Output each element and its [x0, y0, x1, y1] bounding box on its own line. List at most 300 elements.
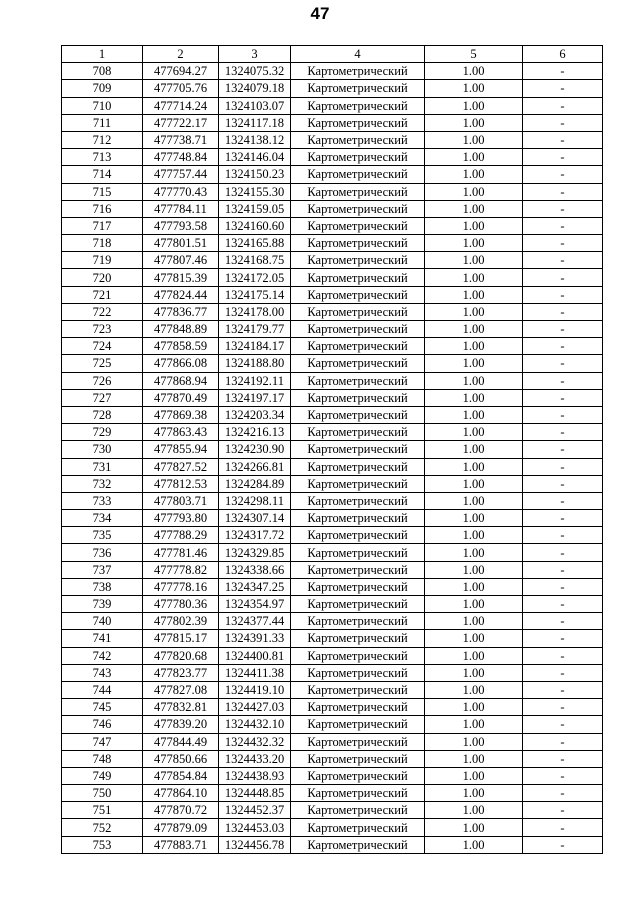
note-cell: - [523, 97, 603, 114]
table-row [62, 217, 603, 234]
table-row [62, 613, 603, 630]
accuracy-cell: 1.00 [425, 217, 523, 234]
table-row [62, 664, 603, 681]
note-cell: - [523, 252, 603, 269]
column-header: 1 [62, 46, 143, 63]
note-cell: - [523, 647, 603, 664]
table-row [62, 424, 603, 441]
note-cell: - [523, 664, 603, 681]
accuracy-cell: 1.00 [425, 819, 523, 836]
y-coordinate-cell: 1324079.18 [219, 80, 291, 97]
point-number-cell: 728 [62, 406, 143, 423]
note-cell: - [523, 166, 603, 183]
y-coordinate-cell: 1324117.18 [219, 114, 291, 131]
method-cell: Картометрический [291, 338, 425, 355]
note-cell: - [523, 630, 603, 647]
y-coordinate-cell: 1324338.66 [219, 561, 291, 578]
y-coordinate-cell: 1324165.88 [219, 235, 291, 252]
table-row [62, 286, 603, 303]
point-number-cell: 738 [62, 578, 143, 595]
y-coordinate-cell: 1324411.38 [219, 664, 291, 681]
y-coordinate-cell: 1324453.03 [219, 819, 291, 836]
point-number-cell: 726 [62, 372, 143, 389]
table-row [62, 561, 603, 578]
note-cell: - [523, 338, 603, 355]
point-number-cell: 714 [62, 166, 143, 183]
note-cell: - [523, 767, 603, 784]
y-coordinate-cell: 1324452.37 [219, 802, 291, 819]
note-cell: - [523, 578, 603, 595]
note-cell: - [523, 286, 603, 303]
note-cell: - [523, 475, 603, 492]
point-number-cell: 734 [62, 510, 143, 527]
y-coordinate-cell: 1324184.17 [219, 338, 291, 355]
y-coordinate-cell: 1324150.23 [219, 166, 291, 183]
y-coordinate-cell: 1324155.30 [219, 183, 291, 200]
x-coordinate-cell: 477820.68 [143, 647, 219, 664]
y-coordinate-cell: 1324317.72 [219, 527, 291, 544]
accuracy-cell: 1.00 [425, 303, 523, 320]
note-cell: - [523, 424, 603, 441]
point-number-cell: 711 [62, 114, 143, 131]
column-header: 4 [291, 46, 425, 63]
table-row [62, 252, 603, 269]
table-row [62, 269, 603, 286]
method-cell: Картометрический [291, 733, 425, 750]
table-row [62, 767, 603, 784]
note-cell: - [523, 492, 603, 509]
y-coordinate-cell: 1324391.33 [219, 630, 291, 647]
point-number-cell: 753 [62, 836, 143, 853]
point-number-cell: 709 [62, 80, 143, 97]
note-cell: - [523, 217, 603, 234]
x-coordinate-cell: 477870.72 [143, 802, 219, 819]
point-number-cell: 747 [62, 733, 143, 750]
y-coordinate-cell: 1324230.90 [219, 441, 291, 458]
note-cell: - [523, 596, 603, 613]
accuracy-cell: 1.00 [425, 321, 523, 338]
x-coordinate-cell: 477864.10 [143, 785, 219, 802]
x-coordinate-cell: 477801.51 [143, 235, 219, 252]
point-number-cell: 743 [62, 664, 143, 681]
point-number-cell: 715 [62, 183, 143, 200]
y-coordinate-cell: 1324456.78 [219, 836, 291, 853]
y-coordinate-cell: 1324427.03 [219, 699, 291, 716]
method-cell: Картометрический [291, 630, 425, 647]
accuracy-cell: 1.00 [425, 80, 523, 97]
note-cell: - [523, 681, 603, 698]
y-coordinate-cell: 1324329.85 [219, 544, 291, 561]
point-number-cell: 745 [62, 699, 143, 716]
x-coordinate-cell: 477812.53 [143, 475, 219, 492]
method-cell: Картометрический [291, 303, 425, 320]
table-row [62, 492, 603, 509]
x-coordinate-cell: 477815.39 [143, 269, 219, 286]
x-coordinate-cell: 477823.77 [143, 664, 219, 681]
y-coordinate-cell: 1324138.12 [219, 131, 291, 148]
method-cell: Картометрический [291, 321, 425, 338]
point-number-cell: 730 [62, 441, 143, 458]
method-cell: Картометрический [291, 596, 425, 613]
note-cell: - [523, 63, 603, 80]
x-coordinate-cell: 477858.59 [143, 338, 219, 355]
note-cell: - [523, 527, 603, 544]
note-cell: - [523, 458, 603, 475]
x-coordinate-cell: 477869.38 [143, 406, 219, 423]
x-coordinate-cell: 477879.09 [143, 819, 219, 836]
y-coordinate-cell: 1324377.44 [219, 613, 291, 630]
point-number-cell: 722 [62, 303, 143, 320]
method-cell: Картометрический [291, 252, 425, 269]
accuracy-cell: 1.00 [425, 149, 523, 166]
accuracy-cell: 1.00 [425, 200, 523, 217]
accuracy-cell: 1.00 [425, 802, 523, 819]
accuracy-cell: 1.00 [425, 647, 523, 664]
point-number-cell: 719 [62, 252, 143, 269]
note-cell: - [523, 235, 603, 252]
coordinates-table [61, 45, 603, 854]
column-header: 3 [219, 46, 291, 63]
table-row [62, 836, 603, 853]
y-coordinate-cell: 1324298.11 [219, 492, 291, 509]
y-coordinate-cell: 1324197.17 [219, 389, 291, 406]
table-row [62, 750, 603, 767]
x-coordinate-cell: 477784.11 [143, 200, 219, 217]
method-cell: Картометрический [291, 441, 425, 458]
accuracy-cell: 1.00 [425, 510, 523, 527]
table-row [62, 355, 603, 372]
method-cell: Картометрический [291, 131, 425, 148]
method-cell: Картометрический [291, 200, 425, 217]
x-coordinate-cell: 477793.80 [143, 510, 219, 527]
point-number-cell: 716 [62, 200, 143, 217]
accuracy-cell: 1.00 [425, 183, 523, 200]
accuracy-cell: 1.00 [425, 561, 523, 578]
table-row [62, 647, 603, 664]
accuracy-cell: 1.00 [425, 785, 523, 802]
point-number-cell: 746 [62, 716, 143, 733]
table-row [62, 819, 603, 836]
x-coordinate-cell: 477738.71 [143, 131, 219, 148]
column-header: 5 [425, 46, 523, 63]
note-cell: - [523, 149, 603, 166]
y-coordinate-cell: 1324175.14 [219, 286, 291, 303]
y-coordinate-cell: 1324432.10 [219, 716, 291, 733]
accuracy-cell: 1.00 [425, 716, 523, 733]
table-row [62, 578, 603, 595]
point-number-cell: 740 [62, 613, 143, 630]
accuracy-cell: 1.00 [425, 767, 523, 784]
note-cell: - [523, 80, 603, 97]
point-number-cell: 742 [62, 647, 143, 664]
point-number-cell: 736 [62, 544, 143, 561]
accuracy-cell: 1.00 [425, 527, 523, 544]
method-cell: Картометрический [291, 716, 425, 733]
table-row [62, 131, 603, 148]
method-cell: Картометрический [291, 406, 425, 423]
accuracy-cell: 1.00 [425, 492, 523, 509]
method-cell: Картометрический [291, 235, 425, 252]
y-coordinate-cell: 1324192.11 [219, 372, 291, 389]
method-cell: Картометрический [291, 355, 425, 372]
x-coordinate-cell: 477793.58 [143, 217, 219, 234]
accuracy-cell: 1.00 [425, 836, 523, 853]
y-coordinate-cell: 1324284.89 [219, 475, 291, 492]
note-cell: - [523, 819, 603, 836]
point-number-cell: 720 [62, 269, 143, 286]
table-row [62, 80, 603, 97]
method-cell: Картометрический [291, 475, 425, 492]
x-coordinate-cell: 477848.89 [143, 321, 219, 338]
method-cell: Картометрический [291, 578, 425, 595]
method-cell: Картометрический [291, 750, 425, 767]
y-coordinate-cell: 1324172.05 [219, 269, 291, 286]
y-coordinate-cell: 1324432.32 [219, 733, 291, 750]
table-row [62, 681, 603, 698]
method-cell: Картометрический [291, 681, 425, 698]
table-row [62, 321, 603, 338]
x-coordinate-cell: 477839.20 [143, 716, 219, 733]
y-coordinate-cell: 1324179.77 [219, 321, 291, 338]
method-cell: Картометрический [291, 699, 425, 716]
note-cell: - [523, 114, 603, 131]
table-row [62, 114, 603, 131]
accuracy-cell: 1.00 [425, 681, 523, 698]
y-coordinate-cell: 1324307.14 [219, 510, 291, 527]
point-number-cell: 727 [62, 389, 143, 406]
note-cell: - [523, 355, 603, 372]
point-number-cell: 732 [62, 475, 143, 492]
point-number-cell: 748 [62, 750, 143, 767]
accuracy-cell: 1.00 [425, 235, 523, 252]
x-coordinate-cell: 477705.76 [143, 80, 219, 97]
point-number-cell: 724 [62, 338, 143, 355]
note-cell: - [523, 372, 603, 389]
method-cell: Картометрический [291, 166, 425, 183]
method-cell: Картометрический [291, 97, 425, 114]
point-number-cell: 735 [62, 527, 143, 544]
note-cell: - [523, 131, 603, 148]
column-header: 2 [143, 46, 219, 63]
y-coordinate-cell: 1324168.75 [219, 252, 291, 269]
table-body [62, 63, 603, 854]
x-coordinate-cell: 477802.39 [143, 613, 219, 630]
x-coordinate-cell: 477863.43 [143, 424, 219, 441]
table-row [62, 441, 603, 458]
table-row [62, 235, 603, 252]
table-row [62, 149, 603, 166]
note-cell: - [523, 269, 603, 286]
point-number-cell: 749 [62, 767, 143, 784]
note-cell: - [523, 183, 603, 200]
accuracy-cell: 1.00 [425, 544, 523, 561]
point-number-cell: 729 [62, 424, 143, 441]
table-row [62, 338, 603, 355]
x-coordinate-cell: 477780.36 [143, 596, 219, 613]
accuracy-cell: 1.00 [425, 750, 523, 767]
table-header-row [62, 46, 603, 63]
point-number-cell: 750 [62, 785, 143, 802]
x-coordinate-cell: 477827.52 [143, 458, 219, 475]
page-number: 47 [310, 4, 330, 23]
y-coordinate-cell: 1324160.60 [219, 217, 291, 234]
x-coordinate-cell: 477722.17 [143, 114, 219, 131]
accuracy-cell: 1.00 [425, 252, 523, 269]
method-cell: Картометрический [291, 63, 425, 80]
note-cell: - [523, 303, 603, 320]
method-cell: Картометрический [291, 286, 425, 303]
x-coordinate-cell: 477827.08 [143, 681, 219, 698]
accuracy-cell: 1.00 [425, 613, 523, 630]
table-row [62, 372, 603, 389]
x-coordinate-cell: 477807.46 [143, 252, 219, 269]
table-row [62, 630, 603, 647]
x-coordinate-cell: 477694.27 [143, 63, 219, 80]
x-coordinate-cell: 477788.29 [143, 527, 219, 544]
method-cell: Картометрический [291, 114, 425, 131]
note-cell: - [523, 750, 603, 767]
accuracy-cell: 1.00 [425, 578, 523, 595]
accuracy-cell: 1.00 [425, 733, 523, 750]
x-coordinate-cell: 477832.81 [143, 699, 219, 716]
y-coordinate-cell: 1324203.34 [219, 406, 291, 423]
accuracy-cell: 1.00 [425, 338, 523, 355]
point-number-cell: 741 [62, 630, 143, 647]
y-coordinate-cell: 1324433.20 [219, 750, 291, 767]
method-cell: Картометрический [291, 269, 425, 286]
table-row [62, 97, 603, 114]
x-coordinate-cell: 477866.08 [143, 355, 219, 372]
y-coordinate-cell: 1324266.81 [219, 458, 291, 475]
accuracy-cell: 1.00 [425, 355, 523, 372]
accuracy-cell: 1.00 [425, 131, 523, 148]
method-cell: Картометрический [291, 802, 425, 819]
note-cell: - [523, 510, 603, 527]
point-number-cell: 731 [62, 458, 143, 475]
note-cell: - [523, 321, 603, 338]
table-row [62, 544, 603, 561]
note-cell: - [523, 544, 603, 561]
table-row [62, 802, 603, 819]
accuracy-cell: 1.00 [425, 63, 523, 80]
y-coordinate-cell: 1324159.05 [219, 200, 291, 217]
y-coordinate-cell: 1324178.00 [219, 303, 291, 320]
accuracy-cell: 1.00 [425, 441, 523, 458]
accuracy-cell: 1.00 [425, 475, 523, 492]
point-number-cell: 717 [62, 217, 143, 234]
note-cell: - [523, 561, 603, 578]
y-coordinate-cell: 1324400.81 [219, 647, 291, 664]
y-coordinate-cell: 1324146.04 [219, 149, 291, 166]
accuracy-cell: 1.00 [425, 166, 523, 183]
method-cell: Картометрический [291, 613, 425, 630]
accuracy-cell: 1.00 [425, 596, 523, 613]
method-cell: Картометрический [291, 836, 425, 853]
y-coordinate-cell: 1324448.85 [219, 785, 291, 802]
method-cell: Картометрический [291, 492, 425, 509]
y-coordinate-cell: 1324438.93 [219, 767, 291, 784]
table-row [62, 510, 603, 527]
table-row [62, 699, 603, 716]
accuracy-cell: 1.00 [425, 372, 523, 389]
table-row [62, 596, 603, 613]
method-cell: Картометрический [291, 647, 425, 664]
y-coordinate-cell: 1324103.07 [219, 97, 291, 114]
method-cell: Картометрический [291, 510, 425, 527]
method-cell: Картометрический [291, 149, 425, 166]
point-number-cell: 752 [62, 819, 143, 836]
table-row [62, 527, 603, 544]
method-cell: Картометрический [291, 664, 425, 681]
y-coordinate-cell: 1324075.32 [219, 63, 291, 80]
table-row [62, 733, 603, 750]
note-cell: - [523, 613, 603, 630]
method-cell: Картометрический [291, 80, 425, 97]
accuracy-cell: 1.00 [425, 699, 523, 716]
y-coordinate-cell: 1324188.80 [219, 355, 291, 372]
method-cell: Картометрический [291, 544, 425, 561]
note-cell: - [523, 406, 603, 423]
x-coordinate-cell: 477883.71 [143, 836, 219, 853]
x-coordinate-cell: 477870.49 [143, 389, 219, 406]
x-coordinate-cell: 477850.66 [143, 750, 219, 767]
point-number-cell: 737 [62, 561, 143, 578]
point-number-cell: 751 [62, 802, 143, 819]
accuracy-cell: 1.00 [425, 424, 523, 441]
point-number-cell: 712 [62, 131, 143, 148]
column-header: 6 [523, 46, 603, 63]
note-cell: - [523, 733, 603, 750]
x-coordinate-cell: 477854.84 [143, 767, 219, 784]
y-coordinate-cell: 1324347.25 [219, 578, 291, 595]
point-number-cell: 710 [62, 97, 143, 114]
accuracy-cell: 1.00 [425, 389, 523, 406]
method-cell: Картометрический [291, 785, 425, 802]
method-cell: Картометрический [291, 217, 425, 234]
method-cell: Картометрический [291, 458, 425, 475]
note-cell: - [523, 802, 603, 819]
table-row [62, 200, 603, 217]
x-coordinate-cell: 477824.44 [143, 286, 219, 303]
accuracy-cell: 1.00 [425, 114, 523, 131]
x-coordinate-cell: 477714.24 [143, 97, 219, 114]
accuracy-cell: 1.00 [425, 458, 523, 475]
x-coordinate-cell: 477815.17 [143, 630, 219, 647]
point-number-cell: 713 [62, 149, 143, 166]
table-row [62, 716, 603, 733]
point-number-cell: 718 [62, 235, 143, 252]
note-cell: - [523, 200, 603, 217]
point-number-cell: 739 [62, 596, 143, 613]
method-cell: Картометрический [291, 183, 425, 200]
note-cell: - [523, 699, 603, 716]
point-number-cell: 725 [62, 355, 143, 372]
note-cell: - [523, 836, 603, 853]
table-row [62, 458, 603, 475]
table-row [62, 406, 603, 423]
point-number-cell: 733 [62, 492, 143, 509]
accuracy-cell: 1.00 [425, 269, 523, 286]
point-number-cell: 708 [62, 63, 143, 80]
method-cell: Картометрический [291, 767, 425, 784]
note-cell: - [523, 441, 603, 458]
point-number-cell: 744 [62, 681, 143, 698]
table-row [62, 475, 603, 492]
accuracy-cell: 1.00 [425, 97, 523, 114]
x-coordinate-cell: 477803.71 [143, 492, 219, 509]
table-row [62, 183, 603, 200]
x-coordinate-cell: 477868.94 [143, 372, 219, 389]
